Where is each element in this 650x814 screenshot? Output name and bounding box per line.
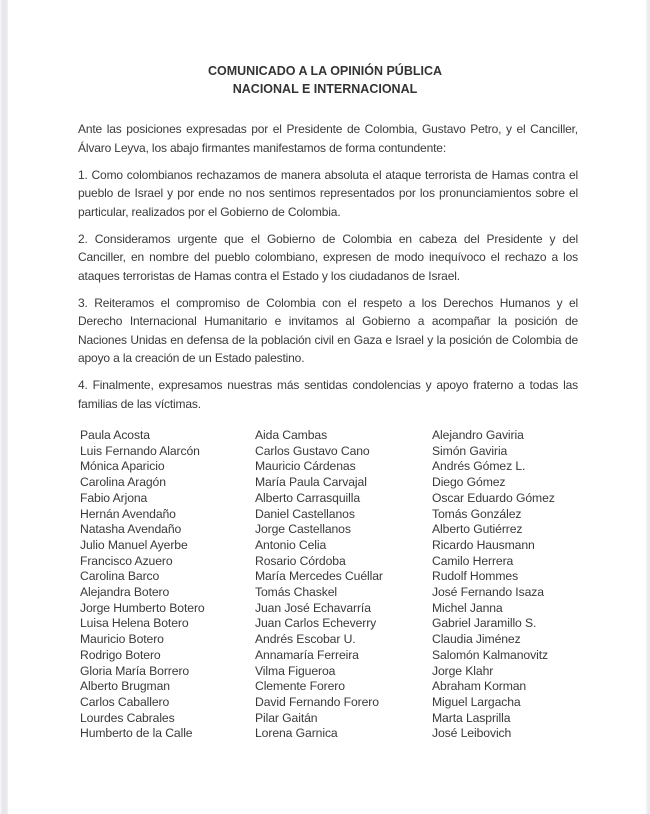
signatory-name: Camilo Herrera bbox=[432, 553, 514, 568]
signatory-name: David Fernando Forero bbox=[255, 694, 379, 709]
signatory-name: Fabio Arjona bbox=[80, 490, 148, 505]
signatory-name: Mauricio Botero bbox=[80, 632, 164, 647]
signatory-name: Humberto de la Calle bbox=[80, 726, 193, 741]
signatory-name: Ricardo Hausmann bbox=[432, 537, 535, 552]
signatory-name: Andrés Gómez L. bbox=[432, 459, 526, 474]
signatory-name: Alberto Carrasquilla bbox=[255, 490, 361, 505]
signatory-name: Gloria María Borrero bbox=[80, 663, 190, 678]
signatory-name: Jorge Klahr bbox=[432, 663, 494, 678]
signatories-column-1 bbox=[80, 428, 255, 742]
signatories-column-2 bbox=[255, 428, 432, 742]
signatory-name: Claudia Jiménez bbox=[432, 632, 521, 647]
signatory-name: Daniel Castellanos bbox=[255, 506, 355, 521]
signatory-name: Julio Manuel Ayerbe bbox=[80, 537, 188, 552]
signatory-name: Francisco Azuero bbox=[80, 553, 173, 568]
point-1: 1. Como colombianos rechazamos de manera absoluta el ataque terrorista de Hamas contra el pueblo de Israel y por ende no nos sentimos representados por los pronunciamientos sobre el particular, realizados por el Gobierno de Colombia. bbox=[78, 167, 578, 219]
signatory-name: Luis Fernando Alarcón bbox=[80, 443, 200, 458]
point-3: 3. Reiteramos el compromiso de Colombia con el respeto a los Derechos Humanos y el Derecho Internacional Humanitario e invitamos al Gobierno a acompañar la posición de Naciones Unidas en defensa de la población civil en Gaza e Israel y la posición de Colombia de apoyo a la creación de un Estado palestino. bbox=[78, 295, 578, 365]
signatory-name: Alberto Gutiérrez bbox=[432, 522, 523, 537]
signatory-name: Carlos Caballero bbox=[80, 694, 170, 709]
signatory-name: Rudolf Hommes bbox=[432, 569, 519, 584]
intro-paragraph: Ante las posiciones expresadas por el Presidente de Colombia, Gustavo Petro, y el Canciller, Álvaro Leyva, los abajo firmantes manifestamos de forma contundente: bbox=[78, 122, 578, 155]
signatory-name: Annamaría Ferreira bbox=[255, 647, 359, 662]
signatory-name: Mauricio Cárdenas bbox=[255, 459, 356, 474]
signatory-name: Alberto Brugman bbox=[80, 679, 170, 694]
signatory-name: Rodrigo Botero bbox=[80, 647, 161, 662]
signatory-name: María Paula Carvajal bbox=[255, 475, 367, 490]
signatory-name: Tomás González bbox=[432, 506, 522, 521]
signatories-column-3 bbox=[432, 428, 592, 742]
signatory-name: Mónica Aparicio bbox=[80, 459, 165, 474]
signatory-name: Lorena Garnica bbox=[255, 726, 338, 741]
signatory-name: Vilma Figueroa bbox=[255, 663, 336, 678]
document-title bbox=[0, 62, 650, 98]
signatory-name: Carlos Gustavo Cano bbox=[255, 443, 370, 458]
signatory-name: Salomón Kalmanovitz bbox=[432, 647, 548, 662]
signatory-name: Tomás Chaskel bbox=[255, 585, 338, 600]
signatory-name: Miguel Largacha bbox=[432, 694, 521, 709]
signatory-name: Luisa Helena Botero bbox=[80, 616, 189, 631]
signatory-name: Carolina Barco bbox=[80, 569, 160, 584]
signatory-name: José Fernando Isaza bbox=[432, 585, 544, 600]
signatory-name: Paula Acosta bbox=[80, 428, 150, 442]
page-right-edge bbox=[645, 0, 650, 814]
signatory-name: Antonio Celia bbox=[255, 537, 327, 552]
signatory-name: Rosario Córdoba bbox=[255, 553, 346, 568]
signatory-name: Alejandro Gaviria bbox=[432, 428, 524, 442]
signatory-name: Diego Gómez bbox=[432, 475, 506, 490]
signatory-name: Pilar Gaitán bbox=[255, 710, 318, 725]
signatory-name: José Leibovich bbox=[432, 726, 512, 741]
signatories-section bbox=[80, 428, 592, 742]
signatory-name: Alejandra Botero bbox=[80, 585, 170, 600]
signatory-name: Michel Janna bbox=[432, 600, 503, 615]
signatory-name: Marta Lasprilla bbox=[432, 710, 511, 725]
signatory-name: Simón Gaviria bbox=[432, 443, 508, 458]
page-left-edge bbox=[0, 0, 8, 814]
signatory-name: María Mercedes Cuéllar bbox=[255, 569, 383, 584]
point-4: 4. Finalmente, expresamos nuestras más sentidas condolencias y apoyo fraterno a todas las familias de las víctimas. bbox=[78, 378, 578, 411]
signatory-name: Andrés Escobar U. bbox=[255, 632, 356, 647]
signatory-name: Jorge Castellanos bbox=[255, 522, 351, 537]
signatory-name: Oscar Eduardo Gómez bbox=[432, 490, 555, 505]
signatory-name: Hernán Avendaño bbox=[80, 506, 176, 521]
signatory-name: Clemente Forero bbox=[255, 679, 345, 694]
point-2: 2. Consideramos urgente que el Gobierno de Colombia en cabeza del Presidente y del Canciller, en nombre del pueblo colombiano, expresen de modo inequívoco el rechazo a los ataques terroristas de Hamas contra el Estado y los ciudadanos de Israel. bbox=[78, 231, 578, 283]
signatory-name: Gabriel Jaramillo S. bbox=[432, 616, 537, 631]
document-title-line-1: COMUNICADO A LA OPINIÓN PÚBLICA bbox=[207, 64, 443, 78]
signatory-name: Natasha Avendaño bbox=[80, 522, 182, 537]
signatory-name: Juan José Echavarría bbox=[255, 600, 371, 615]
signatory-name: Aida Cambas bbox=[255, 428, 328, 442]
signatory-name: Lourdes Cabrales bbox=[80, 710, 175, 725]
signatory-name: Juan Carlos Echeverry bbox=[255, 616, 377, 631]
signatory-name: Abraham Korman bbox=[432, 679, 527, 694]
signatory-name: Jorge Humberto Botero bbox=[80, 600, 205, 615]
document-body bbox=[78, 120, 578, 422]
document-title-line-2: NACIONAL E INTERNACIONAL bbox=[232, 82, 418, 96]
signatory-name: Carolina Aragón bbox=[80, 475, 166, 490]
